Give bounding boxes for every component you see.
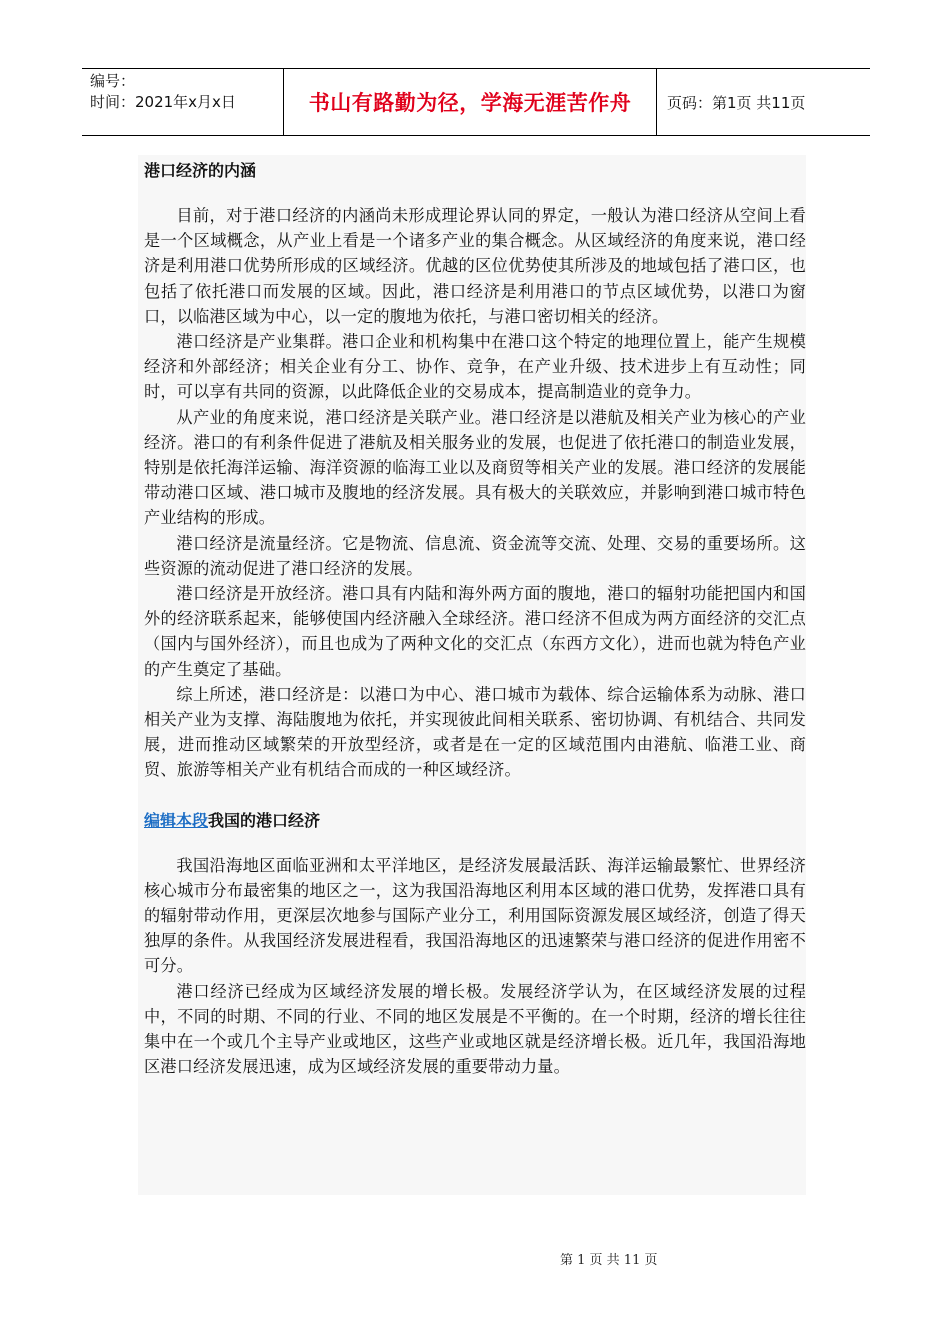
paragraph: 从产业的角度来说，港口经济是关联产业。港口经济是以港航及相关产业为核心的产业经济。港口的有利条件促进了港航及相关服务业的发展，也促进了依托港口的制造业发展，特别是依托海洋运输、海洋资源的临海工业以及商贸等相关产业的发展。港口经济的发展能带动港口区域、港口城市及腹地的经济发展。具有极大的关联效应，并影响到港口城市特色产业结构的形成。 xyxy=(144,407,806,528)
paragraph: 港口经济是流量经济。它是物流、信息流、资金流等交流、处理、交易的重要场所。这些资源的流动促进了港口经济的发展。 xyxy=(144,533,806,578)
page-header xyxy=(82,68,870,136)
section-title-china-port-economy xyxy=(144,809,806,833)
paragraph: 目前，对于港口经济的内涵尚未形成理论界认同的界定，一般认为港口经济从空间上看是一个区域概念，从产业上看是一个诸多产业的集合概念。从区域经济的角度来说，港口经济是利用港口优势所形成的区域经济。优越的区位优势使其所涉及的地域包括了港口区，也包括了依托港口而发展的区域。因此，港口经济是利用港口的节点区域优势，以港口为窗口，以临港区域为中心，以一定的腹地为依托，与港口密切相关的经济。 xyxy=(144,206,806,326)
paragraph: 港口经济是开放经济。港口具有内陆和海外两方面的腹地，港口的辐射功能把国内和国外的经济联系起来，能够使国内经济融入全球经济。港口经济不但成为两方面经济的交汇点（国内与国外经济），而且也成为了两种文化的交汇点（东西方文化），进而也就为特色产业的产生奠定了基础。 xyxy=(144,584,806,679)
document-time-label: 时间：2021年x月x日 xyxy=(90,93,236,111)
paragraph: 港口经济是产业集群。港口企业和机构集中在港口这个特定的地理位置上，能产生规模经济和外部经济；相关企业有分工、协作、竞争，在产业升级、技术进步上有互动性；同时，可以享有共同的资源，以此降低企业的交易成本，提高制造业的竞争力。 xyxy=(144,332,806,402)
page-footer: 第 1 页 共 11 页 xyxy=(560,1253,658,1268)
paragraph: 我国沿海地区面临亚洲和太平洋地区，是经济发展最活跃、海洋运输最繁忙、世界经济核心城市分布最密集的地区之一，这为我国沿海地区利用本区域的港口优势，发挥港口具有的辐射带动作用，更深层次地参与国际产业分工，利用国际资源发展区域经济，创造了得天独厚的条件。从我国经济发展进程看，我国沿海地区的迅速繁荣与港口经济的促进作用密不可分。 xyxy=(144,855,806,976)
edit-section-link[interactable]: 编辑本段 xyxy=(144,810,209,830)
header-motto: 书山有路勤为径，学海无涯苦作舟 xyxy=(284,69,657,135)
section-title-port-economy: 港口经济的内涵 xyxy=(144,161,257,180)
header-meta xyxy=(82,69,284,135)
section-gap xyxy=(144,783,806,805)
header-page-info: 页码：第1页 共11页 xyxy=(667,93,806,112)
document-number-label: 编号： xyxy=(90,72,136,90)
section-title-text: 我国的港口经济 xyxy=(208,810,321,830)
article-content xyxy=(138,155,806,1195)
paragraph: 综上所述，港口经济是：以港口为中心、港口城市为载体、综合运输体系为动脉、港口相关产业为支撑、海陆腹地为依托，并实现彼此间相关联系、密切协调、有机结合、共同发展，进而推动区域繁荣的开放型经济，或者是在一定的区域范围内由港航、临港工业、商贸、旅游等相关产业有机结合而成的一种区域经济。 xyxy=(144,684,806,780)
paragraph: 港口经济已经成为区域经济发展的增长极。发展经济学认为，在区域经济发展的过程中，不同的时期、不同的行业、不同的地区发展是不平衡的。在一个时期，经济的增长往往集中在一个或几个主导产业或地区，这些产业或地区就是经济增长极。近几年，我国沿海地区港口经济发展迅速，成为区域经济发展的重要带动力量。 xyxy=(144,981,806,1077)
